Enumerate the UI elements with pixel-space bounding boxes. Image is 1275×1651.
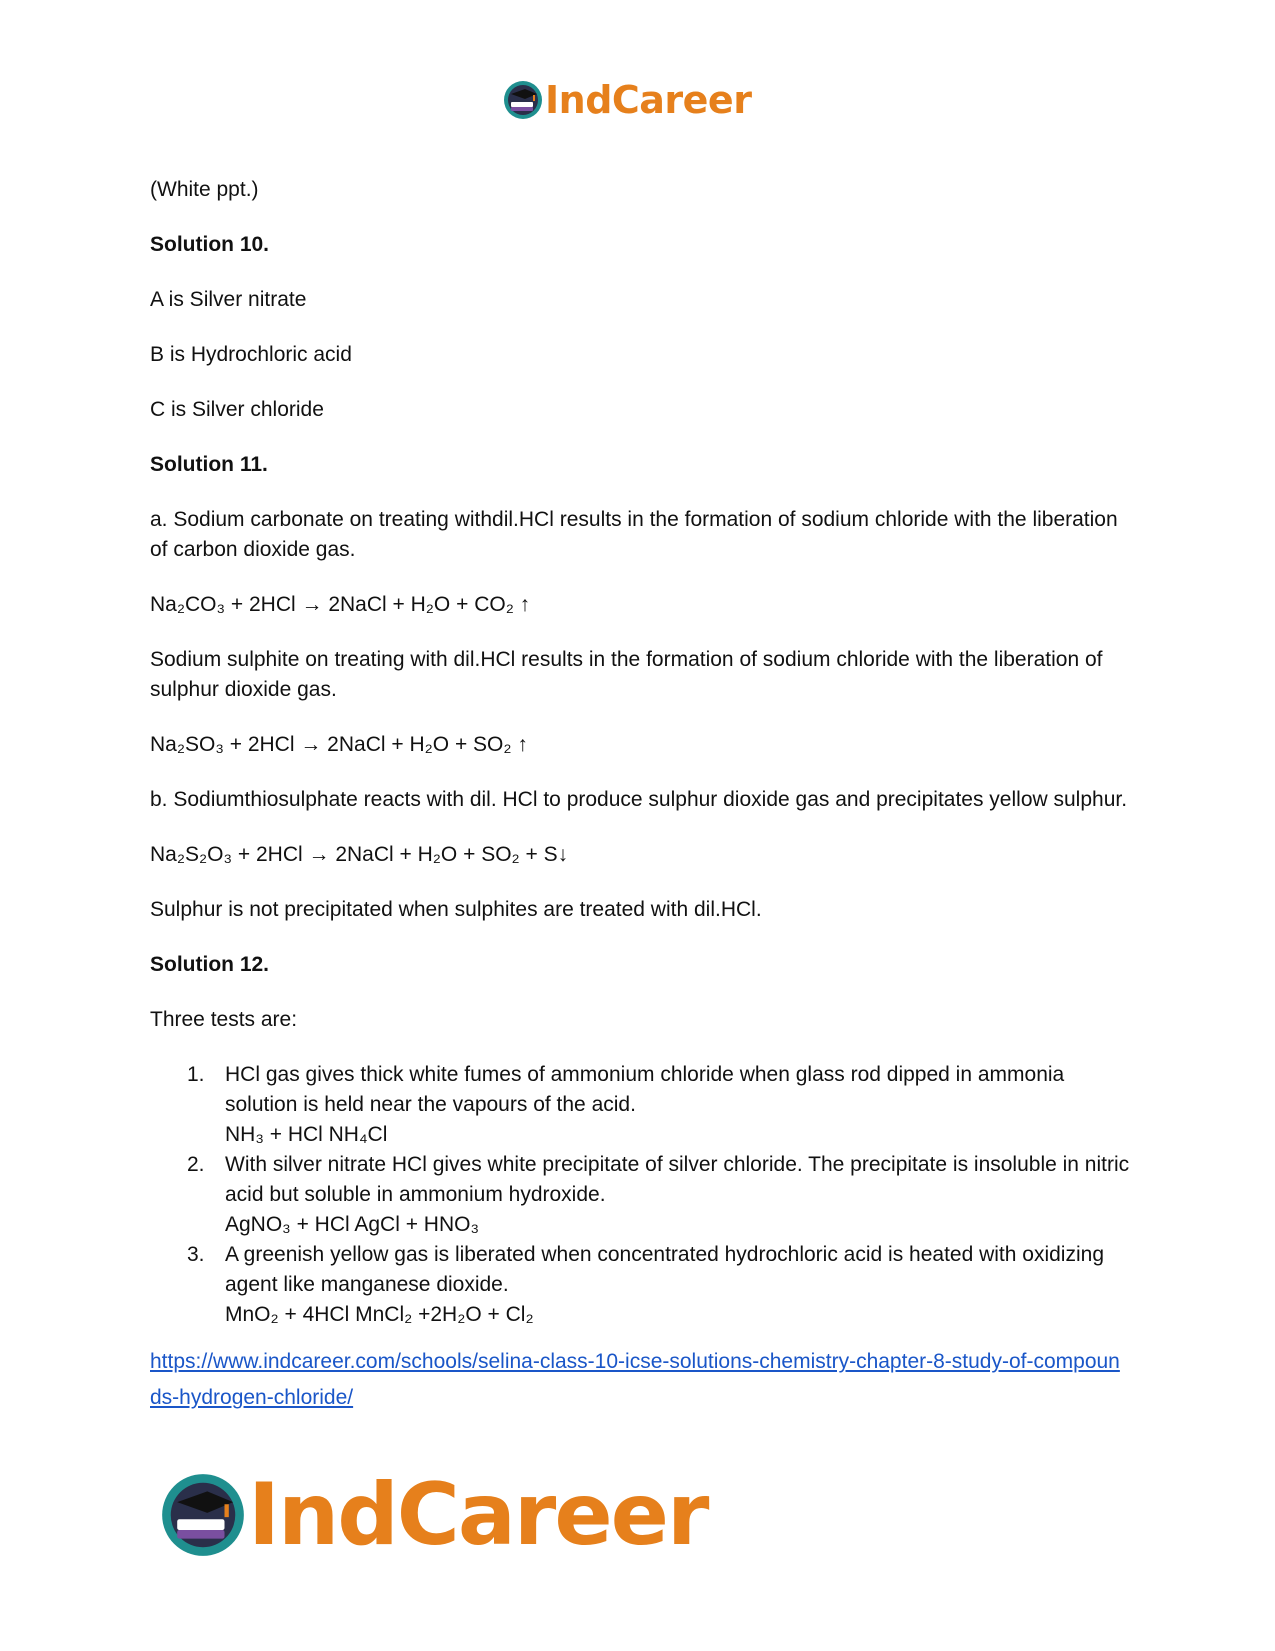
solution-10-heading: Solution 10. (150, 233, 270, 256)
list-item (150, 1150, 1130, 1240)
equation: MnO₂ + 4HCl MnCl₂ +2H₂O + Cl₂ (225, 1303, 534, 1326)
header-logo (503, 78, 751, 122)
list-number: 2. (187, 1153, 205, 1176)
paragraph: C is Silver chloride (150, 398, 324, 421)
paragraph: Three tests are: (150, 1008, 298, 1031)
graduation-book-icon (160, 1472, 246, 1558)
paragraph: a. Sodium carbonate on treating withdil.HCl results in the formation of sodium chloride with the liberation of carbon dioxide gas. (150, 508, 1118, 561)
equation: Na₂SO₃ + 2HCl → 2NaCl + H₂O + SO₂ ↑ (150, 733, 528, 756)
solution-12-heading: Solution 12. (150, 953, 270, 976)
equation: Na₂CO₃ + 2HCl → 2NaCl + H₂O + CO₂ ↑ (150, 593, 531, 616)
list-item-text: A greenish yellow gas is liberated when concentrated hydrochloric acid is heated with oxidizing agent like manganese dioxide. (225, 1243, 1104, 1296)
equation: Na₂S₂O₃ + 2HCl → 2NaCl + H₂O + SO₂ + S↓ (150, 843, 569, 866)
source-link[interactable]: https://www.indcareer.com/schools/selina-class-10-icse-solutions-chemistry-chapter-8-study-of-compounds-hydrogen-chloride/ (150, 1350, 1120, 1409)
list-item (150, 1240, 1130, 1330)
paragraph: Sodium sulphite on treating with dil.HCl results in the formation of sodium chloride with the liberation of sulphur dioxide gas. (150, 648, 1103, 701)
paragraph: B is Hydrochloric acid (150, 343, 352, 366)
graduation-book-icon (503, 80, 543, 120)
paragraph: b. Sodiumthiosulphate reacts with dil. HCl to produce sulphur dioxide gas and precipitates yellow sulphur. (150, 788, 1128, 811)
logo-wordmark: IndCareer (545, 78, 752, 122)
list-number: 1. (187, 1063, 205, 1086)
paragraph: (White ppt.) (150, 178, 259, 201)
list-item-text: With silver nitrate HCl gives white precipitate of silver chloride. The precipitate is insoluble in nitric acid but soluble in ammonium hydroxide. (225, 1153, 1130, 1206)
solution-11-heading: Solution 11. (150, 453, 268, 476)
list-item (150, 1060, 1130, 1150)
footer-logo (160, 1465, 708, 1565)
paragraph: Sulphur is not precipitated when sulphites are treated with dil.HCl. (150, 898, 762, 921)
paragraph: A is Silver nitrate (150, 288, 307, 311)
list-number: 3. (187, 1243, 205, 1266)
document-body (150, 175, 1130, 1416)
equation: AgNO₃ + HCl AgCl + HNO₃ (225, 1213, 480, 1236)
list-item-text: HCl gas gives thick white fumes of ammonium chloride when glass rod dipped in ammonia solution is held near the vapours of the acid. (225, 1063, 1065, 1116)
equation: NH₃ + HCl NH₄Cl (225, 1123, 388, 1146)
tests-list (150, 1060, 1130, 1330)
logo-wordmark: IndCareer (248, 1465, 708, 1565)
